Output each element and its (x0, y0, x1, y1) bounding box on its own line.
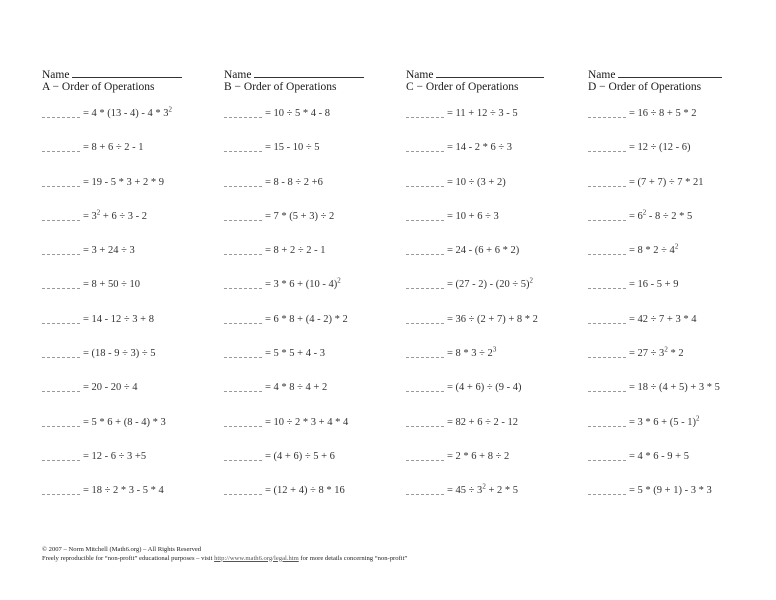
expression (447, 381, 521, 395)
expression-text: = 19 - 5 * 3 + 2 * 9 (83, 176, 164, 188)
worksheet-title: A − Order of Operations (42, 81, 155, 93)
problem-row (42, 484, 222, 518)
name-blank[interactable] (72, 66, 182, 78)
expression (83, 416, 166, 430)
problem-row (406, 416, 586, 450)
legal-link[interactable]: http://www.math6.org/legal.htm (214, 554, 299, 562)
answer-blank[interactable] (406, 210, 444, 221)
answer-blank[interactable] (42, 176, 80, 187)
answer-blank[interactable] (42, 347, 80, 358)
exponent: 2 (96, 208, 101, 217)
expression-text: = 10 ÷ (3 + 2) (447, 176, 506, 188)
problem-row (224, 278, 404, 312)
worksheet-title: C − Order of Operations (406, 81, 519, 93)
expression-text: = 4 * 8 ÷ 4 + 2 (265, 382, 328, 394)
expression (265, 347, 325, 361)
problem-row (406, 244, 586, 278)
answer-blank[interactable] (406, 347, 444, 358)
expression (447, 347, 496, 361)
answer-blank[interactable] (224, 313, 262, 324)
expression-text: = 8 - 8 ÷ 2 +6 (265, 176, 323, 188)
expression-text: = 3 * 6 + (5 - 1) (629, 416, 696, 428)
answer-blank[interactable] (42, 278, 80, 289)
name-line (224, 66, 404, 80)
problem-row (224, 107, 404, 141)
problem-row (224, 210, 404, 244)
expression (265, 416, 348, 430)
worksheet-a (42, 66, 222, 519)
expression-text: = 6 * 8 + (4 - 2) * 2 (265, 313, 348, 325)
answer-blank[interactable] (406, 450, 444, 461)
expression-text: = 3 (83, 210, 97, 222)
answer-blank[interactable] (224, 416, 262, 427)
expression (629, 210, 692, 224)
answer-blank[interactable] (406, 176, 444, 187)
expression (629, 416, 699, 430)
problem-row (42, 107, 222, 141)
problem-row (224, 484, 404, 518)
problem-list (588, 107, 768, 519)
expression-text: + 2 * 5 (485, 485, 518, 497)
answer-blank[interactable] (224, 141, 262, 152)
name-label: Name (406, 69, 434, 81)
expression (629, 176, 703, 190)
answer-blank[interactable] (406, 313, 444, 324)
expression-text: = 4 * 6 - 9 + 5 (629, 450, 689, 462)
problem-row (42, 347, 222, 381)
answer-blank[interactable] (588, 210, 626, 221)
answer-blank[interactable] (588, 347, 626, 358)
expression-text: = 20 - 20 ÷ 4 (83, 382, 138, 394)
expression-text: - 8 ÷ 2 * 5 (646, 210, 693, 222)
answer-blank[interactable] (588, 313, 626, 324)
problem-row (224, 244, 404, 278)
expression (83, 107, 172, 121)
problem-row (224, 313, 404, 347)
reproduction-text-pre: Freely reproducible for “non-profit” educational purposes – visit (42, 554, 215, 562)
expression (265, 141, 320, 155)
expression (629, 244, 678, 258)
answer-blank[interactable] (224, 347, 262, 358)
problem-row (406, 450, 586, 484)
exponent: 2 (674, 242, 679, 251)
worksheet-d (588, 66, 768, 519)
answer-blank[interactable] (42, 313, 80, 324)
expression (83, 313, 154, 327)
problem-row (224, 450, 404, 484)
answer-blank[interactable] (588, 244, 626, 255)
problem-row (588, 107, 768, 141)
expression-text: = 12 - 6 ÷ 3 +5 (83, 450, 147, 462)
expression-text: = 8 + 6 ÷ 2 - 1 (83, 142, 144, 154)
problem-row (588, 484, 768, 518)
answer-blank[interactable] (588, 278, 626, 289)
name-blank[interactable] (618, 66, 722, 78)
expression (265, 107, 330, 121)
expression (629, 484, 712, 498)
expression-text: = 5 * 5 + 4 - 3 (265, 348, 325, 360)
problem-row (406, 313, 586, 347)
problem-row (588, 347, 768, 381)
expression-text: = 3 * 6 + (10 - 4) (265, 279, 338, 291)
expression (447, 484, 518, 498)
worksheet-title: D − Order of Operations (588, 81, 702, 93)
reproduction-notice (42, 555, 407, 564)
expression-text: = (7 + 7) ÷ 7 * 21 (629, 176, 704, 188)
footer (42, 546, 407, 563)
expression-text: = (18 - 9 ÷ 3) ÷ 5 (83, 348, 156, 360)
answer-blank[interactable] (224, 381, 262, 392)
expression (265, 244, 325, 258)
problem-row (406, 141, 586, 175)
answer-blank[interactable] (406, 107, 444, 118)
expression (629, 107, 696, 121)
exponent: 2 (642, 208, 647, 217)
expression-text: = 10 ÷ 5 * 4 - 8 (265, 108, 331, 119)
exponent: 2 (529, 276, 534, 285)
expression (83, 244, 135, 258)
answer-blank[interactable] (42, 141, 80, 152)
answer-blank[interactable] (42, 381, 80, 392)
problem-list (42, 107, 222, 519)
name-label: Name (588, 69, 616, 81)
answer-blank[interactable] (224, 107, 262, 118)
expression-text: = 16 - 5 + 9 (629, 279, 679, 291)
answer-blank[interactable] (588, 484, 626, 495)
expression (447, 450, 509, 464)
problem-row (588, 210, 768, 244)
expression (629, 313, 696, 327)
expression (83, 176, 164, 190)
answer-blank[interactable] (42, 416, 80, 427)
expression-text: = 16 ÷ 8 + 5 * 2 (629, 108, 697, 119)
expression (629, 278, 678, 292)
answer-blank[interactable] (588, 107, 626, 118)
expression-text: = 10 ÷ 2 * 3 + 4 * 4 (265, 416, 349, 428)
problem-row (406, 210, 586, 244)
expression-text: * 2 (667, 348, 684, 360)
answer-blank[interactable] (588, 450, 626, 461)
name-label: Name (224, 69, 252, 81)
answer-blank[interactable] (224, 278, 262, 289)
expression (447, 416, 518, 430)
problem-row (42, 278, 222, 312)
expression-text: = 42 ÷ 7 + 3 * 4 (629, 313, 697, 325)
problem-row (588, 278, 768, 312)
expression-text: = 24 - (6 + 6 * 2) (447, 245, 520, 257)
expression (265, 210, 334, 224)
problem-row (406, 278, 586, 312)
expression (447, 107, 518, 121)
expression-text: = 36 ÷ (2 + 7) + 8 * 2 (447, 313, 538, 325)
expression (447, 210, 499, 224)
answer-blank[interactable] (406, 484, 444, 495)
name-line (588, 66, 768, 80)
answer-blank[interactable] (224, 244, 262, 255)
expression (83, 141, 143, 155)
exponent: 2 (695, 414, 700, 423)
expression (265, 278, 341, 292)
answer-blank[interactable] (42, 484, 80, 495)
problem-row (42, 416, 222, 450)
problem-row (406, 381, 586, 415)
problem-row (406, 484, 586, 518)
expression (83, 450, 146, 464)
name-line (406, 66, 586, 80)
expression-text: = 8 + 50 ÷ 10 (83, 279, 140, 291)
problem-list (406, 107, 586, 519)
expression (629, 347, 684, 361)
expression-text: = 11 + 12 ÷ 3 - 5 (447, 108, 518, 119)
problem-row (406, 176, 586, 210)
problem-row (406, 107, 586, 141)
expression (265, 381, 327, 395)
problem-row (588, 381, 768, 415)
name-line (42, 66, 222, 80)
answer-blank[interactable] (588, 381, 626, 392)
expression-text: = 8 * 3 ÷ 2 (447, 348, 493, 360)
exponent: 2 (168, 105, 173, 114)
problem-row (42, 210, 222, 244)
problem-row (224, 416, 404, 450)
answer-blank[interactable] (406, 244, 444, 255)
expression (629, 141, 691, 155)
expression (447, 244, 519, 258)
answer-blank[interactable] (406, 141, 444, 152)
expression-text: = 7 * (5 + 3) ÷ 2 (265, 210, 335, 222)
expression-text: = 18 ÷ 2 * 3 - 5 * 4 (83, 485, 164, 497)
expression-text: = 45 ÷ 3 (447, 485, 483, 497)
expression-text: = 18 ÷ (4 + 5) + 3 * 5 (629, 382, 720, 394)
problem-row (42, 176, 222, 210)
problem-row (224, 176, 404, 210)
expression (447, 176, 506, 190)
name-label: Name (42, 69, 70, 81)
expression-text: + 6 ÷ 3 - 2 (100, 210, 147, 222)
exponent: 2 (482, 482, 486, 491)
answer-blank[interactable] (224, 176, 262, 187)
problem-row (42, 141, 222, 175)
answer-blank[interactable] (406, 278, 444, 289)
expression-text: = 15 - 10 ÷ 5 (265, 142, 320, 154)
expression (83, 484, 164, 498)
answer-blank[interactable] (42, 210, 80, 221)
expression-text: = 82 + 6 ÷ 2 - 12 (447, 416, 518, 428)
name-blank[interactable] (254, 66, 364, 78)
problem-row (406, 347, 586, 381)
exponent: 3 (492, 345, 497, 354)
expression-text: = 27 ÷ 3 (629, 348, 665, 360)
problem-row (588, 313, 768, 347)
expression-text: = 14 - 2 * 6 ÷ 3 (447, 142, 513, 154)
expression-text: = 2 * 6 + 8 ÷ 2 (447, 450, 510, 462)
problem-row (224, 141, 404, 175)
expression (265, 176, 323, 190)
problem-list (224, 107, 404, 519)
expression (83, 210, 147, 224)
answer-blank[interactable] (42, 450, 80, 461)
answer-blank[interactable] (588, 141, 626, 152)
problem-row (588, 244, 768, 278)
answer-blank[interactable] (406, 381, 444, 392)
exponent: 2 (664, 345, 668, 354)
answer-blank[interactable] (224, 210, 262, 221)
problem-row (42, 313, 222, 347)
answer-blank[interactable] (588, 416, 626, 427)
expression-text: = (12 + 4) ÷ 8 * 16 (265, 485, 345, 497)
expression-text: = 12 ÷ (12 - 6) (629, 142, 691, 154)
worksheet-c (406, 66, 586, 519)
expression (447, 278, 533, 292)
expression (629, 381, 720, 395)
worksheet-b (224, 66, 404, 519)
expression-text: = 8 + 2 ÷ 2 - 1 (265, 245, 326, 257)
answer-blank[interactable] (588, 176, 626, 187)
expression-text: = 4 * (13 - 4) - 4 * 3 (83, 108, 169, 119)
reproduction-text-post: for more details concerning “non-profit” (298, 554, 408, 562)
expression (83, 347, 156, 361)
expression (83, 381, 138, 395)
exponent: 2 (337, 276, 341, 285)
expression (265, 450, 335, 464)
expression-text: = 6 (629, 210, 643, 222)
expression (83, 278, 140, 292)
expression (447, 313, 538, 327)
problem-row (42, 244, 222, 278)
expression-text: = 14 - 12 ÷ 3 + 8 (83, 313, 154, 325)
expression-text: = 3 + 24 ÷ 3 (83, 245, 135, 257)
problem-row (588, 416, 768, 450)
answer-blank[interactable] (406, 416, 444, 427)
answer-blank[interactable] (224, 484, 262, 495)
problem-row (224, 381, 404, 415)
problem-row (224, 347, 404, 381)
expression (447, 141, 512, 155)
expression (265, 484, 345, 498)
expression-text: = 8 * 2 ÷ 4 (629, 245, 675, 257)
expression-text: = 5 * 6 + (8 - 4) * 3 (83, 416, 166, 428)
name-blank[interactable] (436, 66, 544, 78)
copyright-notice: © 2007 – Norm Mitchell (Math6.org) – All Rights Reserved (42, 546, 202, 553)
problem-row (588, 141, 768, 175)
expression-text: = (27 - 2) - (20 ÷ 5) (447, 279, 530, 291)
expression-text: = 10 + 6 ÷ 3 (447, 210, 499, 222)
problem-row (588, 176, 768, 210)
answer-blank[interactable] (224, 450, 262, 461)
problem-row (588, 450, 768, 484)
expression-text: = 5 * (9 + 1) - 3 * 3 (629, 485, 712, 497)
answer-blank[interactable] (42, 244, 80, 255)
worksheet-title: B − Order of Operations (224, 81, 337, 93)
expression-text: = (4 + 6) ÷ 5 + 6 (265, 450, 335, 462)
expression-text: = (4 + 6) ÷ (9 - 4) (447, 382, 522, 394)
expression (265, 313, 348, 327)
problem-row (42, 381, 222, 415)
answer-blank[interactable] (42, 107, 80, 118)
expression (629, 450, 689, 464)
problem-row (42, 450, 222, 484)
